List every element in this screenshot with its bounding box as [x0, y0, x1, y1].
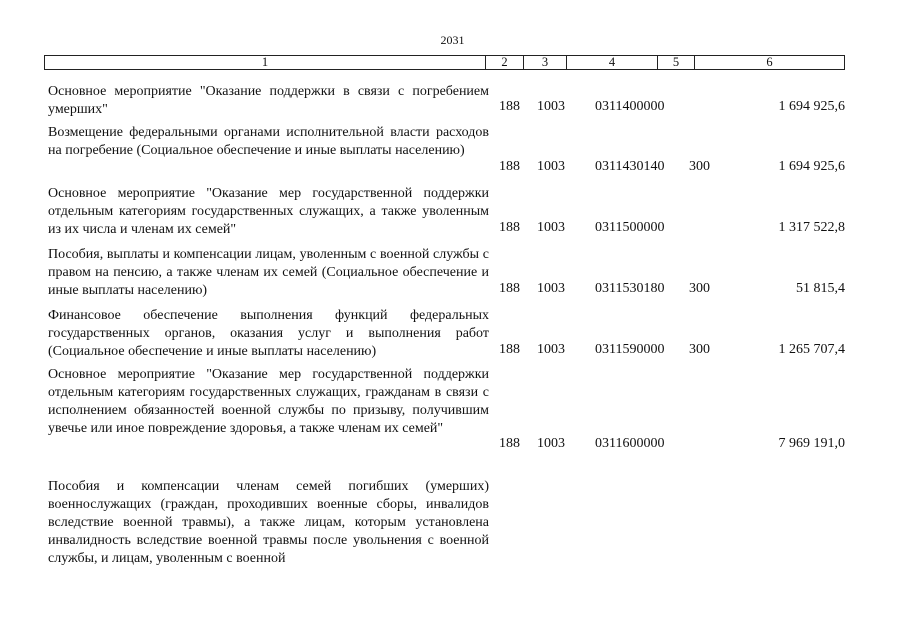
table-row — [44, 83, 845, 119]
row-col-5: 300 — [689, 342, 710, 357]
row-col-2: 188 — [499, 436, 520, 451]
row-col-5: 300 — [689, 159, 710, 174]
row-col-6: 1 694 925,6 — [778, 159, 845, 174]
row-description: Основное мероприятие "Оказание мер государственной поддержки отдельным категориям государственных служащих, а также уволенным из их числа и членам их семей" — [48, 186, 489, 237]
row-description: Основное мероприятие "Оказание мер государственной поддержки отдельным категориям государственных служащих, гражданам в связи с исполнением обязанностей военной службы по призыву, получившим увечье или иное повреждение здоровья, а также членам их семей" — [48, 367, 489, 436]
row-col-3: 1003 — [537, 99, 565, 114]
table-row — [44, 478, 845, 568]
row-col-2: 188 — [499, 342, 520, 357]
row-col-5: 300 — [689, 281, 710, 296]
row-col-4: 0311500000 — [595, 220, 665, 235]
row-description: Возмещение федеральными органами исполнительной власти расходов на погребение (Социальное обеспечение и иные выплаты населению) — [48, 125, 489, 158]
row-col-4: 0311430140 — [595, 159, 665, 174]
table-row — [44, 246, 845, 300]
table-row — [44, 366, 845, 456]
row-col-6: 1 317 522,8 — [778, 220, 845, 235]
header-col-4: 4 — [567, 56, 658, 69]
row-col-2: 188 — [499, 220, 520, 235]
row-col-3: 1003 — [537, 436, 565, 451]
row-col-3: 1003 — [537, 342, 565, 357]
row-description: Финансовое обеспечение выполнения функций федеральных государственных органов, оказания услуг и выполнения работ (Социальное обеспечение и иные выплаты населению) — [48, 308, 489, 359]
table-row — [44, 185, 845, 239]
row-description: Пособия, выплаты и компенсации лицам, уволенным с военной службы с правом на пенсию, а также членам их семей (Социальное обеспечение и иные выплаты населению) — [48, 247, 489, 298]
header-col-1: 1 — [45, 56, 486, 69]
row-col-4: 0311590000 — [595, 342, 665, 357]
row-col-4: 0311400000 — [595, 99, 665, 114]
header-col-3: 3 — [524, 56, 567, 69]
row-col-2: 188 — [499, 99, 520, 114]
header-col-5: 5 — [658, 56, 695, 69]
table-row — [44, 124, 845, 178]
header-col-2: 2 — [486, 56, 524, 69]
row-col-4: 0311600000 — [595, 436, 665, 451]
row-col-2: 188 — [499, 159, 520, 174]
row-col-6: 51 815,4 — [796, 281, 845, 296]
row-col-3: 1003 — [537, 159, 565, 174]
table-row — [44, 307, 845, 361]
row-col-3: 1003 — [537, 281, 565, 296]
row-col-6: 7 969 191,0 — [778, 436, 845, 451]
row-description: Пособия и компенсации членам семей погибших (умерших) военнослужащих (граждан, проходивших военные сборы, инвалидов вследствие военной травмы), а также лицам, которым установлена инвалидность вследствие военной травмы после увольнения с военной службы, и лицам, уволенным с военной — [48, 479, 489, 566]
row-col-4: 0311530180 — [595, 281, 665, 296]
header-col-6: 6 — [766, 55, 773, 69]
row-col-6: 1 694 925,6 — [778, 99, 845, 114]
table-header — [44, 55, 845, 70]
page-number: 2031 — [440, 33, 465, 47]
row-col-6: 1 265 707,4 — [778, 342, 845, 357]
row-col-2: 188 — [499, 281, 520, 296]
row-col-3: 1003 — [537, 220, 565, 235]
row-description: Основное мероприятие "Оказание поддержки в связи с погребением умерших" — [48, 84, 489, 117]
